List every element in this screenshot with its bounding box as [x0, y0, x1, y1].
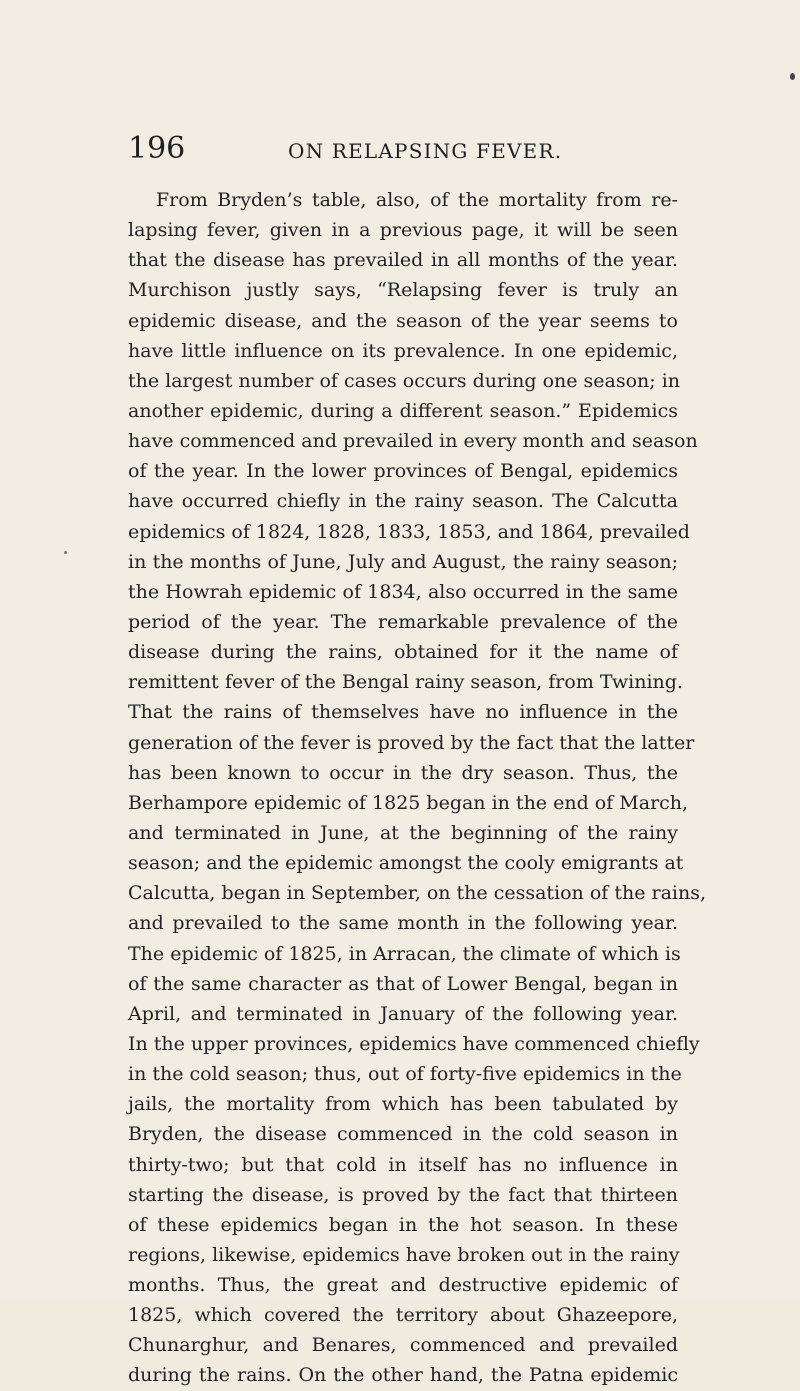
text-line: That the rains of themselves have no influence in the [128, 701, 678, 724]
text-line: epidemic disease, and the season of the year seems to [128, 309, 678, 332]
text-line: Calcutta, began in September, on the cessation of the rains, [128, 882, 707, 905]
text-line: have commenced and prevailed in every month and season [128, 430, 698, 453]
print-speck [790, 73, 795, 80]
text-line: thirty-two; but that cold in itself has no influence in [128, 1153, 678, 1176]
text-line: the Howrah epidemic of 1834, also occurred in the same [128, 580, 678, 603]
text-line: disease during the rains, obtained for it the name of [128, 641, 678, 664]
text-line: From Bryden’s table, also, of the mortality from re- [156, 189, 678, 211]
print-speck [64, 551, 67, 554]
text-line: generation of the fever is proved by the fact that the latter [128, 731, 695, 754]
text-line: that the disease has prevailed in all months of the year. [128, 249, 678, 272]
text-line: of the same character as that of Lower Bengal, began in [128, 972, 678, 995]
text-line: starting the disease, is proved by the fact that thirteen [128, 1183, 678, 1206]
text-line: season; and the epidemic amongst the cooly emigrants at [128, 852, 684, 875]
text-line: has been known to occur in the dry season. Thus, the [128, 761, 678, 784]
text-line: In the upper provinces, epidemics have commenced chiefly [128, 1032, 700, 1055]
running-head: ON RELAPSING FEVER. [288, 139, 563, 163]
text-line: regions, likewise, epidemics have broken out in the rainy [128, 1243, 680, 1266]
text-line: Bryden, the disease commenced in the cold season in [128, 1123, 678, 1146]
text-line: months. Thus, the great and destructive epidemic of [128, 1274, 678, 1297]
text-line: the largest number of cases occurs during one season; in [128, 369, 681, 392]
text-line: in the months of June, July and August, the rainy season; [128, 550, 678, 573]
text-line: period of the year. The remarkable prevalence of the [128, 610, 678, 633]
text-line: April, and terminated in January of the following year. [128, 1002, 678, 1025]
text-line: jails, the mortality from which has been tabulated by [128, 1093, 678, 1116]
text-line: Chunarghur, and Benares, commenced and prevailed [128, 1334, 678, 1357]
page-number: 196 [128, 131, 186, 166]
text-line: Murchison justly says, “Relapsing fever is truly an [128, 279, 678, 302]
text-line: 1825, which covered the territory about Ghazeepore, [128, 1304, 678, 1327]
text-line: The epidemic of 1825, in Arracan, the climate of which is [128, 942, 681, 965]
text-line: Berhampore epidemic of 1825 began in the end of March, [128, 791, 689, 814]
text-line: of these epidemics began in the hot season. In these [128, 1213, 678, 1236]
text-line: in the cold season; thus, out of forty-five epidemics in the [128, 1063, 682, 1086]
text-line: during the rains. On the other hand, the Patna epidemic [128, 1364, 678, 1387]
text-line: and terminated in June, at the beginning of the rainy [128, 821, 678, 844]
body-paragraph [128, 185, 707, 1391]
text-line: of the year. In the lower provinces of Bengal, epidemics [128, 460, 678, 483]
text-line: remittent fever of the Bengal rainy season, from Twining. [128, 671, 683, 694]
text-line: have occurred chiefly in the rainy season. The Calcutta [128, 490, 678, 513]
text-line: lapsing fever, given in a previous page, it will be seen [128, 219, 678, 242]
text-line: another epidemic, during a different season.” Epidemics [128, 399, 678, 422]
text-line: have little influence on its prevalence. In one epidemic, [128, 339, 678, 362]
text-line: and prevailed to the same month in the following year. [128, 912, 678, 935]
text-line: epidemics of 1824, 1828, 1833, 1853, and 1864, prevailed [128, 520, 690, 543]
